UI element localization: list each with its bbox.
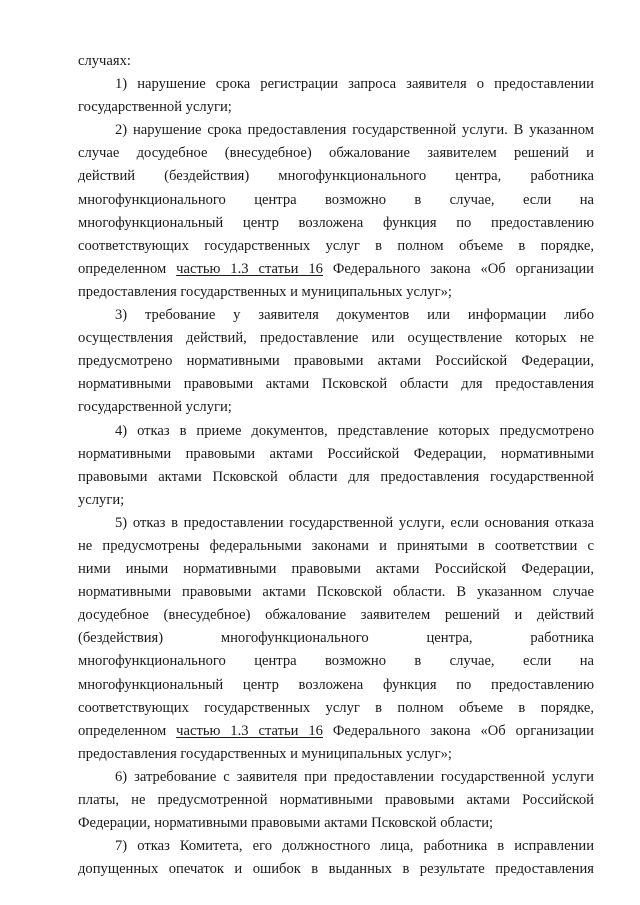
text-line xyxy=(78,835,594,858)
text-line xyxy=(78,258,594,281)
text-line xyxy=(78,165,594,188)
text-run: определенном xyxy=(78,260,177,277)
text-line xyxy=(78,720,594,743)
text-line xyxy=(78,304,594,327)
text-line xyxy=(78,743,594,766)
text-run: осуществления действий, предоставление или осуществление которых не xyxy=(78,330,594,347)
text-run: соответствующих государственных услуг в полном объеме в порядке, xyxy=(78,237,594,254)
document-body xyxy=(78,50,594,881)
paragraph xyxy=(78,835,594,881)
text-line xyxy=(78,142,594,165)
text-run: Федерального закона «Об организации xyxy=(322,260,594,277)
text-run: 1) нарушение срока регистрации запроса заявителя о предоставлении xyxy=(115,76,594,93)
text-line xyxy=(78,535,594,558)
text-run: многофункционального центра возможно в случае, если на xyxy=(78,653,594,670)
text-run: многофункциональный центр возложена функция по предоставлению xyxy=(78,676,594,693)
paragraph xyxy=(78,119,594,304)
text-run: определенном xyxy=(78,722,177,739)
text-line xyxy=(78,697,594,720)
text-line xyxy=(78,858,594,881)
paragraph xyxy=(78,73,594,119)
paragraph xyxy=(78,512,594,766)
text-run: не предусмотрены федеральными законами и принятыми в соответствии с xyxy=(78,537,594,554)
text-line xyxy=(78,489,594,512)
law-reference-link[interactable]: частью 1.3 статьи 16 xyxy=(176,722,323,739)
text-run: многофункционального центра возможно в случае, если на xyxy=(78,191,594,208)
text-run: нормативными правовыми актами Российской Федерации, нормативными xyxy=(78,445,594,462)
paragraph xyxy=(78,50,594,73)
text-line xyxy=(78,627,594,650)
text-run: досудебное (внесудебное) обжалование заявителем решений и действий xyxy=(78,607,594,624)
text-run: ними иными нормативными правовыми актами Российской Федерации, xyxy=(78,561,594,578)
text-line xyxy=(78,189,594,212)
text-line xyxy=(78,50,594,73)
text-line xyxy=(78,119,594,142)
text-run: 3) требование у заявителя документов или информации либо xyxy=(115,307,594,324)
text-run: 6) затребование с заявителя при предоставлении государственной услуги xyxy=(115,768,594,785)
paragraph xyxy=(78,304,594,419)
text-line xyxy=(78,96,594,119)
text-run: допущенных опечаток и ошибок в выданных в результате предоставления xyxy=(78,861,594,878)
text-line xyxy=(78,674,594,697)
text-run: Федерального закона «Об организации xyxy=(322,722,594,739)
text-line xyxy=(78,466,594,489)
text-line xyxy=(78,373,594,396)
text-run: платы, не предусмотренной нормативными правовыми актами Российской xyxy=(78,792,594,808)
text-run: действий (бездействия) многофункционального центра, работника xyxy=(78,168,594,185)
text-run: (бездействия) многофункционального центра, работника xyxy=(78,630,594,647)
text-line xyxy=(78,396,594,419)
text-run: многофункциональный центр возложена функция по предоставлению xyxy=(78,214,594,231)
text-line xyxy=(78,650,594,673)
text-line xyxy=(78,281,594,304)
text-run: предусмотрено нормативными правовыми актами Российской Федерации, xyxy=(78,353,594,370)
text-line xyxy=(78,766,594,789)
text-run: 5) отказ в предоставлении государственной услуги, если основания отказа xyxy=(115,514,594,531)
text-run: 7) отказ Комитета, его должностного лица, работника в исправлении xyxy=(115,838,594,855)
text-run: государственной услуги; xyxy=(78,99,232,116)
text-run: государственной услуги; xyxy=(78,399,232,416)
text-line xyxy=(78,812,594,835)
text-line xyxy=(78,327,594,350)
paragraph xyxy=(78,766,594,835)
text-run: нормативными правовыми актами Псковской области для предоставления xyxy=(78,376,594,393)
text-line xyxy=(78,604,594,627)
text-line xyxy=(78,512,594,535)
text-run: случае досудебное (внесудебное) обжалование заявителем решений и xyxy=(78,145,594,162)
text-run: правовыми актами Псковской области для предоставления государственной xyxy=(78,468,594,485)
text-line xyxy=(78,350,594,373)
text-line xyxy=(78,420,594,443)
text-run: Федерации, нормативными правовыми актами Псковской области; xyxy=(78,815,494,832)
text-run: 4) отказ в приеме документов, представление которых предусмотрено xyxy=(115,422,594,439)
text-line xyxy=(78,443,594,466)
text-line xyxy=(78,212,594,235)
text-run: случаях: xyxy=(78,53,131,69)
law-reference-link[interactable]: частью 1.3 статьи 16 xyxy=(176,260,323,277)
text-line xyxy=(78,581,594,604)
paragraph xyxy=(78,420,594,512)
text-run: услуги; xyxy=(78,491,125,508)
text-run: предоставления государственных и муниципальных услуг»; xyxy=(78,745,452,762)
text-line xyxy=(78,235,594,258)
text-line xyxy=(78,558,594,581)
text-run: нормативными правовыми актами Псковской области. В указанном случае xyxy=(78,584,594,601)
text-run: 2) нарушение срока предоставления государственной услуги. В указанном xyxy=(115,122,594,139)
text-run: предоставления государственных и муниципальных услуг»; xyxy=(78,283,452,300)
text-run: соответствующих государственных услуг в полном объеме в порядке, xyxy=(78,699,594,716)
text-line xyxy=(78,73,594,96)
text-line xyxy=(78,789,594,812)
